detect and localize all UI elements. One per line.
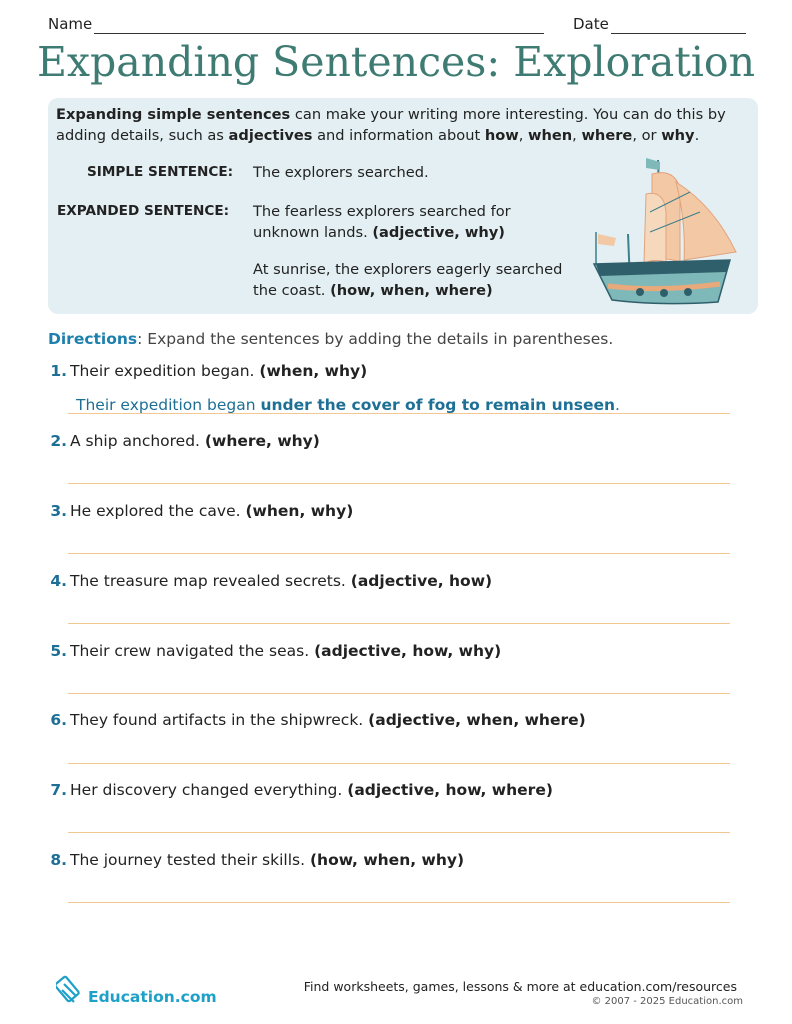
list-item: 7. Her discovery changed everything. (adjective, how, where) [50,781,553,799]
list-item: 6. They found artifacts in the shipwreck. (adjective, when, where) [50,711,586,729]
page-title: Expanding Sentences: Exploration [36,38,756,86]
list-item: 4. The treasure map revealed secrets. (adjective, how) [50,572,493,590]
directions: Directions: Expand the sentences by adding the details in parentheses. [48,330,614,348]
expanded-sentence-1: The fearless explorers searched for unknown lands. (adjective, why) [253,203,511,241]
list-item: 3. He explored the cave. (when, why) [50,502,354,520]
simple-sentence-text: The explorers searched. [253,164,429,181]
answer-line-6[interactable] [68,763,730,764]
answer-line-5[interactable] [68,693,730,694]
answer-line-8[interactable] [68,902,730,903]
list-item: 5. Their crew navigated the seas. (adjective, how, why) [50,642,502,660]
education-logo-text[interactable]: Education.com [88,988,217,1006]
simple-sentence-label: SIMPLE SENTENCE: [87,164,234,180]
answer-line-4[interactable] [68,623,730,624]
footer-resources-text: Find worksheets, games, lessons & more at education.com/resources [303,979,737,994]
footer-copyright: © 2007 - 2025 Education.com [591,996,743,1007]
example-answer: Their expedition began under the cover of fog to remain unseen. [76,396,620,414]
name-field-line[interactable] [94,33,544,34]
sailing-ship-illustration [590,152,740,308]
education-logo-icon [56,972,86,1012]
list-item: 2. A ship anchored. (where, why) [50,432,320,450]
expanded-sentence-label: EXPANDED SENTENCE: [57,203,230,219]
name-label: Name [48,15,93,33]
answer-line-1[interactable] [68,413,730,414]
intro-paragraph: Expanding simple sentences can make your writing more interesting. You can do this by adding details, such as adjectives and information about how, when, where, or why. [56,106,726,144]
date-label: Date [573,15,609,33]
answer-line-3[interactable] [68,553,730,554]
answer-line-7[interactable] [68,832,730,833]
answer-line-2[interactable] [68,483,730,484]
date-field-line[interactable] [611,33,746,34]
list-item: 8. The journey tested their skills. (how, when, why) [50,851,465,869]
expanded-sentence-2: At sunrise, the explorers eagerly searched the coast. (how, when, where) [253,261,563,299]
name-date-header [48,12,746,38]
list-item: 1. Their expedition began. (when, why) [50,362,368,380]
